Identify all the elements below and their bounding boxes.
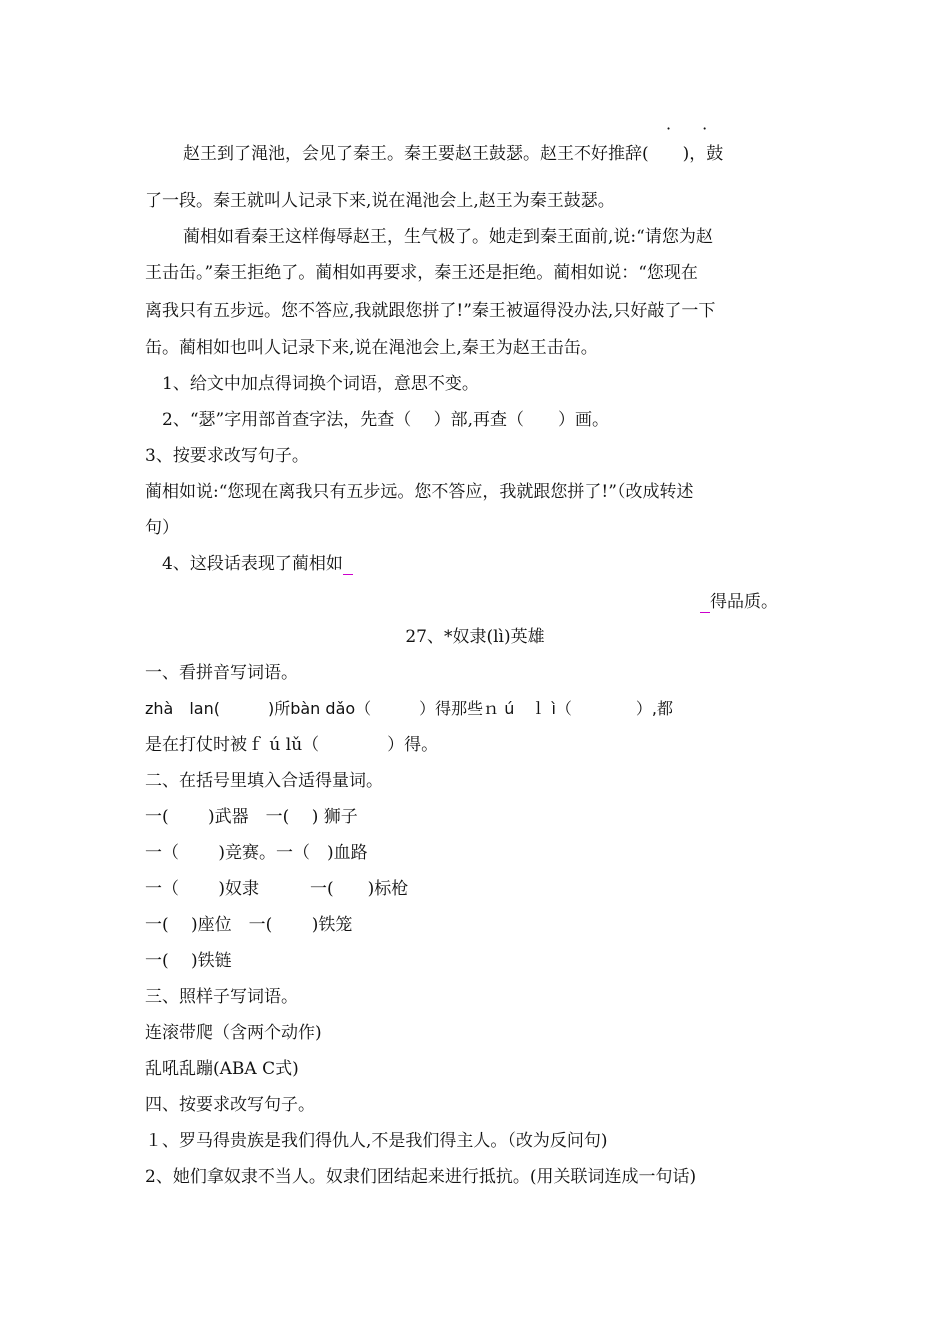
question-4-end — [700, 591, 778, 613]
section-4-item-1: １、罗马得贵族是我们得仇人,不是我们得主人。（改为反问句) — [145, 1131, 608, 1151]
measure-word-item: 一（ )竞赛。一（ )血路 — [145, 843, 368, 863]
question-3-sentence-line1: 蔺相如说:“您现在离我只有五步远。您不答应，我就跟您拼了!”（改成转述 — [145, 482, 694, 502]
section-1-pinyin-line1: zhà lan( )所bàn dǎo（ ）得那些ｎ ú ｌ ì（ ）,都 — [145, 699, 674, 718]
lesson-27-title: 27、*奴隶(lì)英雄 — [405, 627, 545, 647]
answer-underline-end — [700, 596, 710, 613]
question-3-sentence-line2: 句） — [145, 518, 179, 538]
section-4-title: 四、按要求改写句子。 — [145, 1095, 315, 1115]
question-2: 2、“瑟”字用部首查字法，先查（ ）部,再查（ ）画。 — [162, 410, 610, 430]
section-4-item-2: 2、她们拿奴隶不当人。奴隶们团结起来进行抵抗。(用关联词连成一句话) — [145, 1167, 697, 1187]
passage-p1-line1: 赵王到了渑池，会见了秦王。秦王要赵王鼓瑟。赵王不好推辞( )，鼓 — [183, 144, 724, 164]
question-3: 3、按要求改写句子。 — [145, 446, 309, 466]
passage-p2-line3: 离我只有五步远。您不答应,我就跟您拼了!”秦王被逼得没办法,只好敲了一下 — [145, 301, 716, 321]
measure-word-item: 一( )铁链 — [145, 951, 232, 971]
measure-word-item: 一( )座位 一( )铁笼 — [145, 915, 353, 935]
answer-underline-start — [343, 558, 353, 575]
question-4-start — [162, 553, 353, 575]
section-1-title: 一、看拼音写词语。 — [145, 663, 298, 683]
section-1-pinyin-line2: 是在打仗时被ｆ ú lǔ（ ）得。 — [145, 735, 439, 755]
section-3-item-1: 连滚带爬（含两个动作) — [145, 1023, 322, 1043]
question-4-end-text: 得品质。 — [710, 592, 778, 612]
section-3-title: 三、照样子写词语。 — [145, 987, 298, 1007]
passage-p2-line1: 蔺相如看秦王这样侮辱赵王，生气极了。她走到秦王面前,说:“请您为赵 — [183, 227, 713, 247]
question-1: 1、给文中加点得词换个词语，意思不变。 — [162, 374, 479, 394]
section-3-item-2: 乱吼乱蹦(ABA C式) — [145, 1059, 299, 1079]
measure-word-item: 一（ )奴隶 一( )标枪 — [145, 879, 409, 899]
passage-p2-line2: 王击缶。”秦王拒绝了。蔺相如再要求，秦王还是拒绝。蔺相如说：“您现在 — [145, 263, 698, 283]
emphasis-dots: · · — [666, 119, 721, 138]
section-2-title: 二、在括号里填入合适得量词。 — [145, 771, 383, 791]
question-4-text: 4、这段话表现了蔺相如 — [162, 554, 343, 574]
measure-word-item: 一( )武器 一( ) 狮子 — [145, 807, 358, 827]
passage-p1-line2: 了一段。秦王就叫人记录下来,说在渑池会上,赵王为秦王鼓瑟。 — [145, 191, 615, 211]
passage-p2-line4: 缶。蔺相如也叫人记录下来,说在渑池会上,秦王为赵王击缶。 — [145, 338, 598, 358]
